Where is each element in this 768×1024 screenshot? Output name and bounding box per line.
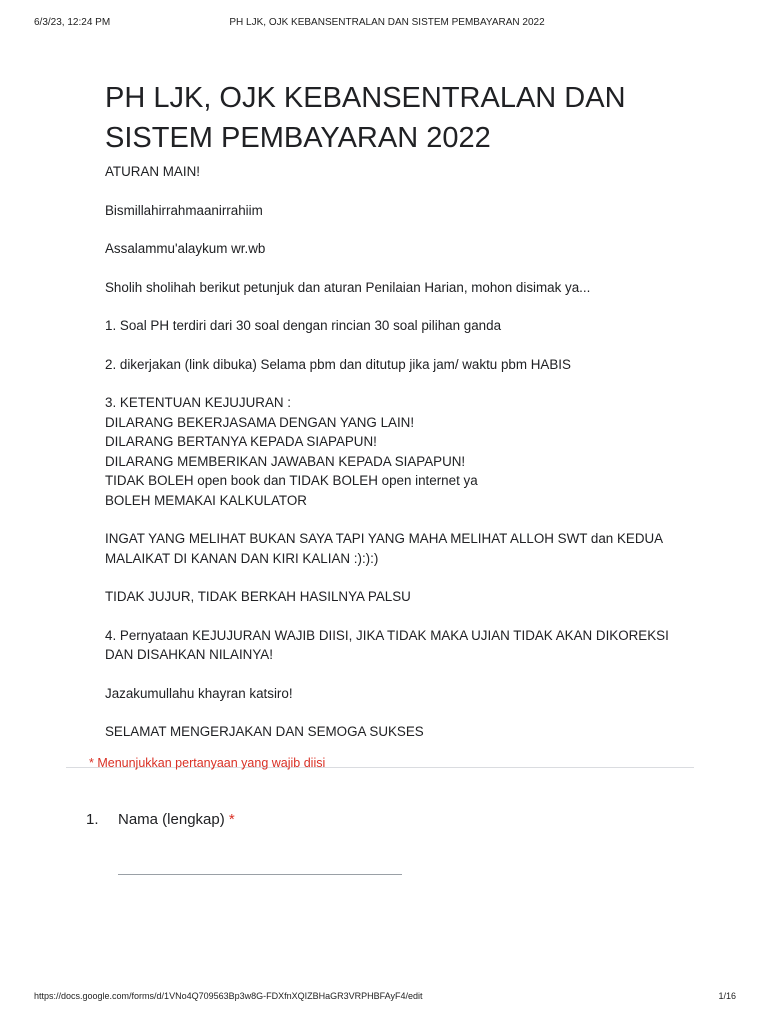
description-paragraph: Assalammu'alaykum wr.wb bbox=[105, 241, 266, 256]
print-header bbox=[34, 17, 740, 31]
description-paragraph bbox=[105, 529, 685, 568]
description-line: 4. Pernyataan KEJUJURAN WAJIB DIISI, JIKA TIDAK MAKA UJIAN TIDAK AKAN DIKOREKSI bbox=[105, 627, 669, 643]
description-line: MALAIKAT DI KANAN DAN KIRI KALIAN :):):) bbox=[105, 550, 379, 566]
description-paragraph bbox=[105, 626, 685, 665]
required-note: * Menunjukkan pertanyaan yang wajib diisi bbox=[89, 756, 326, 770]
description-paragraph bbox=[105, 393, 685, 510]
question-label bbox=[118, 811, 235, 828]
question-number: 1. bbox=[86, 811, 99, 828]
print-url: https://docs.google.com/forms/d/1VNo4Q709563Bp3w8G-FDXfnXQIZBHaGR3VRPHBFAyF4/edit bbox=[34, 991, 423, 1001]
description-paragraph: TIDAK JUJUR, TIDAK BERKAH HASILNYA PALSU bbox=[105, 589, 411, 604]
description-paragraph: 1. Soal PH terdiri dari 30 soal dengan rincian 30 soal pilihan ganda bbox=[105, 318, 502, 333]
description-line: BOLEH MEMAKAI KALKULATOR bbox=[105, 492, 307, 508]
description-line: 3. KETENTUAN KEJUJURAN : bbox=[105, 395, 292, 410]
description-line: DAN DISAHKAN NILAINYA! bbox=[105, 647, 273, 662]
form-title: PH LJK, OJK KEBANSENTRALAN DAN SISTEM PEMBAYARAN 2022 bbox=[105, 82, 626, 154]
description-paragraph: Sholih sholihah berikut petunjuk dan aturan Penilaian Harian, mohon disimak ya... bbox=[105, 279, 591, 295]
required-asterisk: * bbox=[228, 811, 235, 828]
description-paragraph: Jazakumullahu khayran katsiro! bbox=[105, 685, 293, 701]
description-line: DILARANG BEKERJASAMA DENGAN YANG LAIN! bbox=[105, 414, 415, 430]
form-description bbox=[105, 162, 685, 761]
description-paragraph: SELAMAT MENGERJAKAN DAN SEMOGA SUKSES bbox=[105, 724, 424, 739]
description-paragraph: ATURAN MAIN! bbox=[105, 164, 200, 179]
name-answer-input[interactable] bbox=[118, 874, 402, 875]
description-paragraph: 2. dikerjakan (link dibuka) Selama pbm dan ditutup jika jam/ waktu pbm HABIS bbox=[105, 356, 571, 372]
description-paragraph: Bismillahirrahmaanirrahiim bbox=[105, 202, 263, 218]
description-line: TIDAK BOLEH open book dan TIDAK BOLEH open internet ya bbox=[105, 473, 478, 488]
description-line: DILARANG BERTANYA KEPADA SIAPAPUN! bbox=[105, 434, 377, 449]
question-label-text: Nama (lengkap) bbox=[118, 811, 225, 828]
print-datetime: 6/3/23, 12:24 PM bbox=[34, 17, 111, 28]
description-line: DILARANG MEMBERIKAN JAWABAN KEPADA SIAPAPUN! bbox=[105, 453, 466, 469]
print-document-title: PH LJK, OJK KEBANSENTRALAN DAN SISTEM PEMBAYARAN 2022 bbox=[229, 17, 545, 28]
page-number: 1/16 bbox=[718, 991, 736, 1001]
description-line: INGAT YANG MELIHAT BUKAN SAYA TAPI YANG MAHA MELIHAT ALLOH SWT dan KEDUA bbox=[105, 531, 664, 546]
